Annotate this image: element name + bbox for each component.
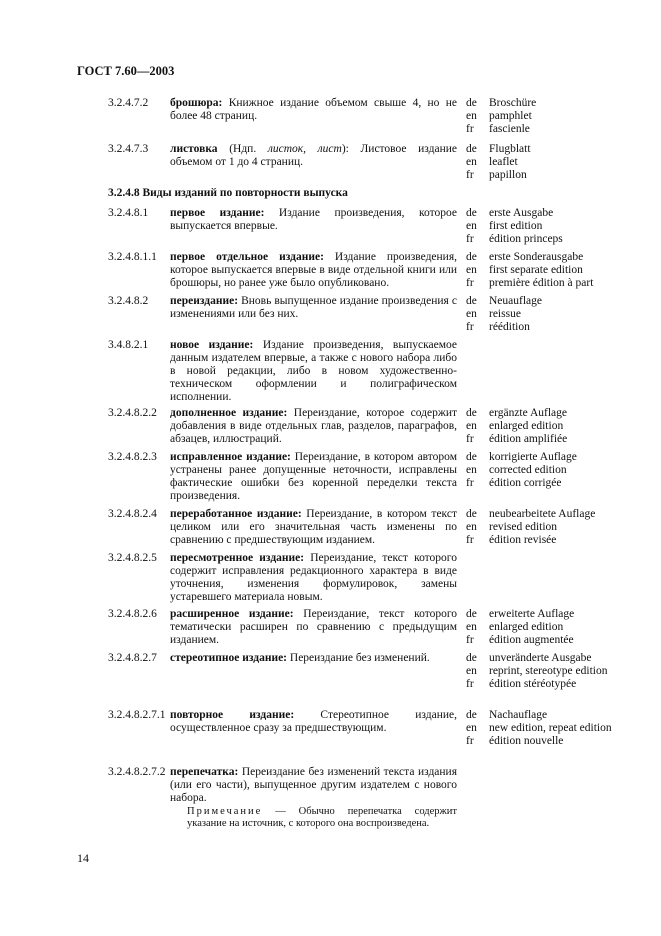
translation-row	[466, 156, 626, 169]
term-number: 3.2.4.8.2	[108, 295, 149, 307]
term-name: первое издание:	[170, 207, 265, 219]
translation-row	[466, 110, 626, 123]
term-name: новое издание:	[170, 339, 254, 351]
language-code: de	[466, 508, 477, 520]
language-code: en	[466, 220, 477, 232]
term-note-prefix: (Ндп.	[217, 143, 268, 155]
term-text: Листовое издание объемом от 1 до 4 страниц.	[170, 143, 457, 168]
translation-term: enlarged edition	[489, 420, 564, 432]
language-code: en	[466, 110, 477, 122]
term-number: 3.2.4.7.3	[108, 143, 149, 155]
note-text: — Обычно перепечатка содержит указание на источник, с которого она воспроизведена.	[187, 806, 457, 829]
term-number: 3.2.4.8.2.2	[108, 407, 157, 419]
translation-row	[466, 477, 626, 490]
term-text: Переиздание, текст которого содержит исправления редакционного характера в виде уточнения, изменения формулировок, замены устаревшего материала новым.	[170, 552, 457, 603]
term-deprecated: листок, лист	[267, 143, 342, 155]
term-definition	[170, 407, 457, 446]
document-header: ГОСТ 7.60—2003	[77, 64, 175, 78]
language-code: fr	[466, 169, 474, 181]
translation-term: korrigierte Auflage	[489, 451, 577, 463]
language-code: en	[466, 156, 477, 168]
translation-term: erste Ausgabe	[489, 207, 554, 219]
term-name: перепечатка:	[170, 766, 239, 778]
translation-term: Nachauflage	[489, 709, 548, 721]
translation-term: erweiterte Auflage	[489, 608, 575, 620]
translation-term: enlarged edition	[489, 621, 564, 633]
translations	[466, 143, 626, 182]
translation-row	[466, 665, 626, 678]
term-number: 3.2.4.8.2.7.1	[108, 709, 166, 721]
term-number: 3.2.4.8.2.6	[108, 608, 157, 620]
language-code: de	[466, 652, 477, 664]
term-definition	[170, 97, 457, 123]
language-code: en	[466, 308, 477, 320]
translation-row	[466, 521, 626, 534]
translations	[466, 97, 626, 136]
term-text: Стереотипное издание, осуществленное сразу за предшествующим.	[170, 709, 457, 734]
translation-term: édition augmentée	[489, 634, 574, 646]
translation-row	[466, 709, 626, 722]
term-text: Вновь выпущенное издание произведения с изменениями или без них.	[170, 295, 457, 320]
language-code: en	[466, 722, 477, 734]
translation-row	[466, 722, 626, 735]
translation-term: édition revisée	[489, 534, 557, 546]
language-code: de	[466, 295, 477, 307]
term-name: повторное издание:	[170, 709, 295, 721]
translation-term: édition princeps	[489, 233, 563, 245]
translations	[466, 608, 626, 647]
term-definition	[170, 552, 457, 604]
translation-term: new edition, repeat edition	[489, 722, 612, 734]
term-number: 3.2.4.8.2.4	[108, 508, 157, 520]
term-definition	[170, 251, 457, 290]
translations	[466, 508, 626, 547]
term-definition	[170, 508, 457, 547]
translations	[466, 709, 626, 748]
translation-row	[466, 233, 626, 246]
language-code: fr	[466, 233, 474, 245]
term-number: 3.2.4.8.1	[108, 207, 149, 219]
term-text: Переиздание, в котором текст целиком или его значительная часть изменены по сравнению с предшествующим изданием.	[170, 508, 457, 546]
term-name: первое отдельное издание:	[170, 251, 324, 263]
language-code: en	[466, 464, 477, 476]
term-name: исправленное издание:	[170, 451, 291, 463]
translation-term: reprint, stereotype edition	[489, 665, 608, 677]
note	[187, 806, 457, 830]
translation-row	[466, 678, 626, 691]
translation-row	[466, 169, 626, 182]
language-code: en	[466, 665, 477, 677]
term-number: 3.2.4.8.2.7	[108, 652, 157, 664]
term-number: 3.4.8.2.1	[108, 339, 149, 351]
language-code: de	[466, 207, 477, 219]
translation-term: réédition	[489, 321, 530, 333]
term-number: 3.2.4.8.2.5	[108, 552, 157, 564]
translation-term: papillon	[489, 169, 527, 181]
translation-row	[466, 207, 626, 220]
language-code: en	[466, 621, 477, 633]
term-definition	[170, 652, 457, 665]
language-code: fr	[466, 678, 474, 690]
term-definition	[170, 339, 457, 404]
translation-row	[466, 321, 626, 334]
language-code: fr	[466, 634, 474, 646]
translations	[466, 652, 626, 691]
term-number: 3.2.4.8.2.3	[108, 451, 157, 463]
translation-row	[466, 433, 626, 446]
translation-row	[466, 220, 626, 233]
term-definition	[170, 207, 457, 233]
term-definition	[170, 295, 457, 321]
language-code: fr	[466, 277, 474, 289]
translation-term: reissue	[489, 308, 521, 320]
term-definition	[170, 608, 457, 647]
term-definition	[170, 709, 457, 735]
translation-row	[466, 277, 626, 290]
term-name: расширенное издание:	[170, 608, 294, 620]
translation-row	[466, 608, 626, 621]
translation-row	[466, 451, 626, 464]
term-note-suffix: ):	[341, 143, 361, 155]
translations	[466, 407, 626, 446]
translation-term: première édition à part	[489, 277, 594, 289]
note-label: Примечание	[187, 806, 263, 817]
translation-row	[466, 407, 626, 420]
language-code: fr	[466, 735, 474, 747]
term-text: Переиздание, которое содержит добавления в виде отдельных глав, разделов, параграфов, абзацев, иллюстраций.	[170, 407, 457, 445]
translation-row	[466, 295, 626, 308]
translation-row	[466, 264, 626, 277]
term-name: переработанное издание:	[170, 508, 302, 520]
language-code: de	[466, 143, 477, 155]
language-code: de	[466, 97, 477, 109]
translation-term: édition stéréotypée	[489, 678, 577, 690]
term-text: Издание произведения, которое выпускается впервые.	[170, 207, 458, 232]
term-definition	[170, 143, 457, 169]
translation-term: édition corrigée	[489, 477, 562, 489]
term-text: Книжное издание объемом свыше 4, но не более 48 страниц.	[170, 97, 457, 122]
translation-row	[466, 735, 626, 748]
term-number: 3.2.4.8.2.7.2	[108, 766, 166, 778]
translation-row	[466, 534, 626, 547]
language-code: fr	[466, 321, 474, 333]
term-text: Переиздание, текст которого тематически расширен по сравнению с предыдущим изданием.	[170, 608, 457, 646]
translation-term: erste Sonderausgabe	[489, 251, 584, 263]
translations	[466, 451, 626, 490]
term-name: листовка	[170, 143, 218, 155]
translations	[466, 207, 626, 246]
translation-row	[466, 621, 626, 634]
language-code: en	[466, 420, 477, 432]
translation-term: neubearbeitete Auflage	[489, 508, 596, 520]
page-number: 14	[77, 851, 89, 865]
language-code: fr	[466, 534, 474, 546]
language-code: fr	[466, 477, 474, 489]
translation-term: unveränderte Ausgabe	[489, 652, 592, 664]
term-text: Переиздание, в котором автором устранены ранее допущенные неточности, исправлены фактические ошибки без коренной переделки текста произведения.	[170, 451, 457, 502]
language-code: fr	[466, 433, 474, 445]
translation-term: édition nouvelle	[489, 735, 564, 747]
language-code: de	[466, 407, 477, 419]
translation-term: pamphlet	[489, 110, 532, 122]
language-code: de	[466, 451, 477, 463]
language-code: en	[466, 521, 477, 533]
term-number: 3.2.4.8.1.1	[108, 251, 157, 263]
language-code: de	[466, 608, 477, 620]
translations	[466, 295, 626, 334]
term-text: Издание произведения, которое выпускается впервые в виде отдельной книги или брошюры, но ранее уже было опубликовано.	[170, 251, 458, 289]
term-name: переиздание:	[170, 295, 239, 307]
translation-term: leaflet	[489, 156, 518, 168]
translation-term: édition amplifiée	[489, 433, 568, 445]
language-code: en	[466, 264, 477, 276]
term-text: Переиздание без изменений.	[287, 652, 430, 664]
translations	[466, 251, 626, 290]
translation-row	[466, 251, 626, 264]
term-definition	[170, 451, 457, 503]
term-text: Издание произведения, выпускаемое данным издателем впервые, а также с нового набора либо в новой редакции, либо в новом художественно-техническом оформлении и полиграфическом исполнении.	[170, 339, 457, 403]
language-code: fr	[466, 123, 474, 135]
translation-term: ergänzte Auflage	[489, 407, 568, 419]
translation-term: first edition	[489, 220, 543, 232]
translation-row	[466, 634, 626, 647]
language-code: de	[466, 251, 477, 263]
term-name: пересмотренное издание:	[170, 552, 305, 564]
translation-row	[466, 508, 626, 521]
translation-row	[466, 464, 626, 477]
term-name: стереотипное издание:	[170, 652, 288, 664]
translation-term: corrected edition	[489, 464, 567, 476]
term-name: брошюра:	[170, 97, 223, 109]
translation-row	[466, 97, 626, 110]
term-name: дополненное издание:	[170, 407, 288, 419]
translation-term: Neuauflage	[489, 295, 542, 307]
translation-term: first separate edition	[489, 264, 583, 276]
translation-row	[466, 143, 626, 156]
translation-term: Broschüre	[489, 97, 537, 109]
term-number: 3.2.4.7.2	[108, 97, 149, 109]
translation-term: fascienle	[489, 123, 530, 135]
translation-row	[466, 420, 626, 433]
translation-row	[466, 308, 626, 321]
language-code: de	[466, 709, 477, 721]
translation-row	[466, 123, 626, 136]
translation-row	[466, 652, 626, 665]
term-text: Переиздание без изменений текста издания (или его части), выпущенное другим издателем с нового набора.	[170, 766, 457, 804]
term-definition	[170, 766, 457, 805]
translation-term: revised edition	[489, 521, 558, 533]
translation-term: Flugblatt	[489, 143, 531, 155]
section-title: 3.2.4.8 Виды изданий по повторности выпуска	[108, 187, 348, 199]
